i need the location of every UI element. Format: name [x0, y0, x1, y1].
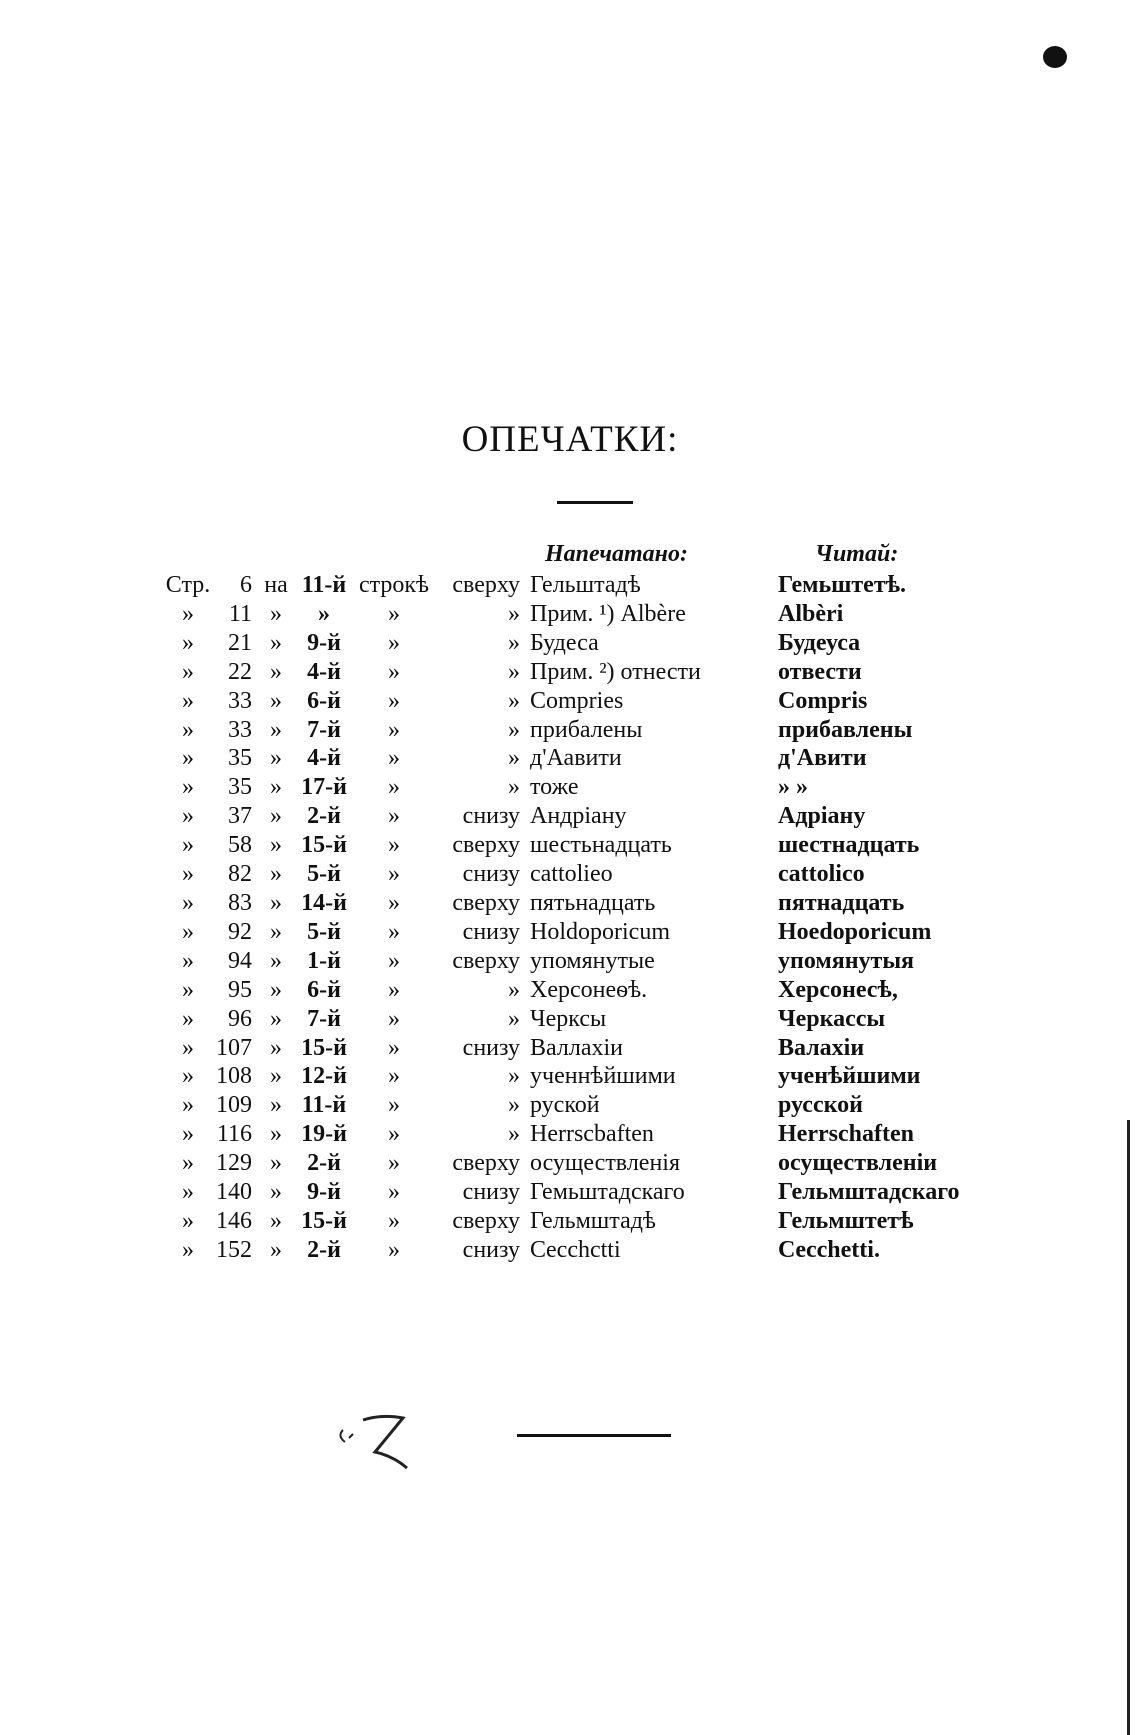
- line-number: 11-й: [301, 1092, 347, 1119]
- page-number: 107: [216, 1034, 252, 1061]
- corrected-text: Albèri: [778, 600, 844, 627]
- page-number: 152: [216, 1236, 252, 1263]
- page-abbr: »: [182, 976, 194, 1003]
- position: сверху: [452, 1207, 520, 1234]
- position: снизу: [462, 1034, 520, 1061]
- page-number: 94: [228, 947, 252, 974]
- preposition: »: [270, 1179, 282, 1206]
- preposition: »: [270, 1236, 282, 1263]
- page-number: 109: [216, 1092, 252, 1119]
- page-abbr: »: [182, 832, 194, 859]
- printed-text: тоже: [530, 774, 579, 801]
- errata-row: [164, 687, 998, 716]
- ink-dot-mark: [1043, 46, 1067, 68]
- errata-row: [164, 976, 998, 1005]
- line-word: »: [388, 1005, 400, 1032]
- preposition: »: [270, 1034, 282, 1061]
- page-abbr: »: [182, 1179, 194, 1206]
- position: снизу: [462, 918, 520, 945]
- preposition: »: [270, 1207, 282, 1234]
- errata-row: [164, 860, 998, 889]
- bottom-divider: [517, 1434, 671, 1437]
- line-word: »: [388, 629, 400, 656]
- line-number: 15-й: [301, 832, 347, 859]
- printed-text: Будеса: [530, 629, 599, 656]
- corrected-text: Черкассы: [778, 1005, 886, 1032]
- page-number: 33: [228, 716, 252, 743]
- page-abbr: »: [182, 1150, 194, 1177]
- page-abbr: »: [182, 658, 194, 685]
- errata-row: [164, 889, 998, 918]
- corrected-text: Адріану: [778, 803, 866, 830]
- printed-text: Прим. ²) отнести: [530, 658, 701, 685]
- page-abbr: »: [182, 716, 194, 743]
- printed-text: cattolieo: [530, 861, 613, 888]
- corrected-text: Hoedoporicum: [778, 918, 932, 945]
- line-word: »: [388, 1179, 400, 1206]
- corrected-text: Будеуса: [778, 629, 861, 656]
- printed-text: Holdoporicum: [530, 918, 670, 945]
- line-word: »: [388, 1207, 400, 1234]
- position: сверху: [452, 832, 520, 859]
- printed-text: Черксы: [530, 1005, 607, 1032]
- corrected-text: Гельмштетѣ: [778, 1207, 914, 1234]
- printed-text: Cecchctti: [530, 1236, 621, 1263]
- line-word: строкѣ: [358, 572, 430, 598]
- line-word: »: [388, 1034, 400, 1061]
- printed-text: Compries: [530, 687, 624, 714]
- line-number: 4-й: [307, 745, 341, 772]
- errata-row: [164, 1207, 998, 1236]
- line-number: »: [318, 600, 330, 627]
- page-abbr: »: [182, 629, 194, 656]
- preposition: »: [270, 716, 282, 743]
- page-abbr: »: [182, 745, 194, 772]
- corrected-text: д'Авити: [778, 745, 867, 772]
- line-word: »: [388, 600, 400, 627]
- preposition: »: [270, 629, 282, 656]
- page-number: 35: [228, 745, 252, 772]
- preposition: »: [270, 1063, 282, 1090]
- preposition: »: [270, 947, 282, 974]
- printed-text: пятьнадцать: [530, 889, 656, 916]
- page-number: 33: [228, 687, 252, 714]
- line-word: »: [388, 803, 400, 830]
- line-number: 17-й: [301, 774, 347, 801]
- line-number: 12-й: [301, 1063, 347, 1090]
- position: снизу: [462, 803, 520, 830]
- corrected-text: шестнадцать: [778, 832, 920, 859]
- line-number: 5-й: [307, 918, 341, 945]
- errata-row: [164, 1034, 998, 1063]
- page-number: 22: [228, 658, 252, 685]
- line-number: 15-й: [301, 1034, 347, 1061]
- page-abbr: Стр.: [165, 572, 211, 598]
- corrected-text: русской: [778, 1092, 863, 1119]
- errata-row: [164, 773, 998, 802]
- preposition: »: [270, 1121, 282, 1148]
- line-word: »: [388, 947, 400, 974]
- page-number: 6: [240, 572, 252, 598]
- errata-row: [164, 1236, 998, 1265]
- corrected-text: упомянутыя: [778, 947, 915, 974]
- printed-text: ученнѣйшими: [530, 1063, 676, 1090]
- errata-row: [164, 1178, 998, 1207]
- column-header-read: Читай:: [815, 541, 899, 567]
- page-number: 129: [216, 1150, 252, 1177]
- line-number: 15-й: [301, 1207, 347, 1234]
- position: »: [508, 745, 520, 772]
- line-word: »: [388, 774, 400, 801]
- line-word: »: [388, 918, 400, 945]
- position: »: [508, 774, 520, 801]
- page-abbr: »: [182, 774, 194, 801]
- column-header-printed: Напечатано:: [545, 541, 688, 567]
- title-divider: [557, 501, 633, 504]
- line-word: »: [388, 1150, 400, 1177]
- page-number: 140: [216, 1179, 252, 1206]
- line-word: »: [388, 976, 400, 1003]
- printed-text: Гельштадѣ: [530, 572, 641, 598]
- page-number: 95: [228, 976, 252, 1003]
- corrected-text: пятнадцать: [778, 889, 905, 916]
- errata-table-body: [164, 571, 998, 1265]
- page-abbr: »: [182, 803, 194, 830]
- preposition: »: [270, 861, 282, 888]
- printed-text: д'Аавити: [530, 745, 622, 772]
- position: снизу: [462, 1179, 520, 1206]
- errata-row: [164, 744, 998, 773]
- position: »: [508, 1005, 520, 1032]
- page-number: 83: [228, 889, 252, 916]
- preposition: на: [264, 572, 288, 598]
- line-number: 2-й: [307, 1236, 341, 1263]
- line-word: »: [388, 889, 400, 916]
- position: »: [508, 629, 520, 656]
- page-number: 21: [228, 629, 252, 656]
- page-abbr: »: [182, 1005, 194, 1032]
- line-number: 5-й: [307, 861, 341, 888]
- errata-row: [164, 947, 998, 976]
- line-word: »: [388, 861, 400, 888]
- line-word: »: [388, 658, 400, 685]
- corrected-text: » »: [778, 774, 808, 801]
- position: »: [508, 1092, 520, 1119]
- line-number: 6-й: [307, 687, 341, 714]
- corrected-text: осуществленіи: [778, 1150, 938, 1177]
- printed-text: осуществленія: [530, 1150, 680, 1177]
- page-abbr: »: [182, 600, 194, 627]
- line-number: 2-й: [307, 1150, 341, 1177]
- preposition: »: [270, 1005, 282, 1032]
- position: »: [508, 976, 520, 1003]
- position: снизу: [462, 1236, 520, 1263]
- page-number: 58: [228, 832, 252, 859]
- line-word: »: [388, 716, 400, 743]
- preposition: »: [270, 600, 282, 627]
- errata-row: [164, 1062, 998, 1091]
- printed-text: Гельмштадѣ: [530, 1207, 656, 1234]
- corrected-text: Херсонесѣ,: [778, 976, 898, 1003]
- line-word: »: [388, 1121, 400, 1148]
- line-word: »: [388, 832, 400, 859]
- line-number: 6-й: [307, 976, 341, 1003]
- corrected-text: отвести: [778, 658, 862, 685]
- page-abbr: »: [182, 1236, 194, 1263]
- errata-row: [164, 571, 998, 600]
- printed-text: шестьнадцать: [530, 832, 672, 859]
- position: сверху: [452, 572, 520, 598]
- page-edge-line: [1127, 1120, 1130, 1735]
- position: »: [508, 1063, 520, 1090]
- line-number: 9-й: [307, 1179, 341, 1206]
- line-number: 14-й: [301, 889, 347, 916]
- page-number: 92: [228, 918, 252, 945]
- page-number: 82: [228, 861, 252, 888]
- corrected-text: cattolico: [778, 861, 865, 888]
- preposition: »: [270, 774, 282, 801]
- corrected-text: Cecchetti.: [778, 1236, 880, 1263]
- preposition: »: [270, 889, 282, 916]
- line-number: 9-й: [307, 629, 341, 656]
- errata-row: [164, 658, 998, 687]
- preposition: »: [270, 658, 282, 685]
- page-number: 146: [216, 1207, 252, 1234]
- line-number: 7-й: [307, 716, 341, 743]
- page-number: 35: [228, 774, 252, 801]
- page-number: 11: [228, 600, 252, 627]
- errata-row: [164, 716, 998, 745]
- errata-row: [164, 802, 998, 831]
- errata-table: [164, 571, 998, 1265]
- preposition: »: [270, 976, 282, 1003]
- corrected-text: прибавлены: [778, 716, 913, 743]
- printed-text: Гемьштадскаго: [530, 1179, 685, 1206]
- printed-text: Валлахіи: [530, 1034, 623, 1061]
- position: снизу: [462, 861, 520, 888]
- printed-text: Херсонеѳѣ.: [530, 976, 648, 1003]
- handwritten-mark: [335, 1412, 415, 1472]
- printed-text: руской: [530, 1092, 600, 1119]
- line-number: 2-й: [307, 803, 341, 830]
- line-word: »: [388, 687, 400, 714]
- line-number: 11-й: [301, 572, 347, 598]
- line-word: »: [388, 1063, 400, 1090]
- corrected-text: ученѣйшими: [778, 1063, 921, 1090]
- page-number: 37: [228, 803, 252, 830]
- position: »: [508, 687, 520, 714]
- printed-text: упомянутые: [530, 947, 655, 974]
- corrected-text: Гемьштетѣ.: [778, 572, 907, 598]
- position: »: [508, 658, 520, 685]
- errata-row: [164, 1005, 998, 1034]
- position: сверху: [452, 889, 520, 916]
- preposition: »: [270, 803, 282, 830]
- line-word: »: [388, 745, 400, 772]
- preposition: »: [270, 832, 282, 859]
- page-abbr: »: [182, 1121, 194, 1148]
- printed-text: прибалены: [530, 716, 643, 743]
- printed-text: Прим. ¹) Albère: [530, 600, 686, 627]
- position: »: [508, 600, 520, 627]
- preposition: »: [270, 745, 282, 772]
- errata-row: [164, 629, 998, 658]
- corrected-text: Валахіи: [778, 1034, 865, 1061]
- page-abbr: »: [182, 1207, 194, 1234]
- page-number: 108: [216, 1063, 252, 1090]
- errata-row: [164, 1091, 998, 1120]
- line-word: »: [388, 1236, 400, 1263]
- line-number: 7-й: [307, 1005, 341, 1032]
- preposition: »: [270, 1150, 282, 1177]
- corrected-text: Herrschaften: [778, 1121, 914, 1148]
- page-abbr: »: [182, 861, 194, 888]
- preposition: »: [270, 687, 282, 714]
- errata-row: [164, 918, 998, 947]
- printed-text: Андріану: [530, 803, 627, 830]
- preposition: »: [270, 918, 282, 945]
- corrected-text: Compris: [778, 687, 868, 714]
- errata-row: [164, 600, 998, 629]
- page-abbr: »: [182, 947, 194, 974]
- corrected-text: Гельмштадскаго: [778, 1179, 960, 1206]
- page-abbr: »: [182, 918, 194, 945]
- page-abbr: »: [182, 1063, 194, 1090]
- position: »: [508, 1121, 520, 1148]
- page-title: ОПЕЧАТКИ:: [461, 419, 679, 460]
- errata-row: [164, 1149, 998, 1178]
- position: сверху: [452, 1150, 520, 1177]
- position: сверху: [452, 947, 520, 974]
- errata-row: [164, 1120, 998, 1149]
- position: »: [508, 716, 520, 743]
- preposition: »: [270, 1092, 282, 1119]
- page-abbr: »: [182, 889, 194, 916]
- page-number: 116: [216, 1121, 252, 1148]
- page-abbr: »: [182, 1092, 194, 1119]
- printed-text: Herrscbaften: [530, 1121, 654, 1148]
- page-abbr: »: [182, 687, 194, 714]
- line-number: 19-й: [301, 1121, 347, 1148]
- line-number: 4-й: [307, 658, 341, 685]
- page-number: 96: [228, 1005, 252, 1032]
- errata-row: [164, 831, 998, 860]
- line-number: 1-й: [307, 947, 341, 974]
- line-word: »: [388, 1092, 400, 1119]
- page-abbr: »: [182, 1034, 194, 1061]
